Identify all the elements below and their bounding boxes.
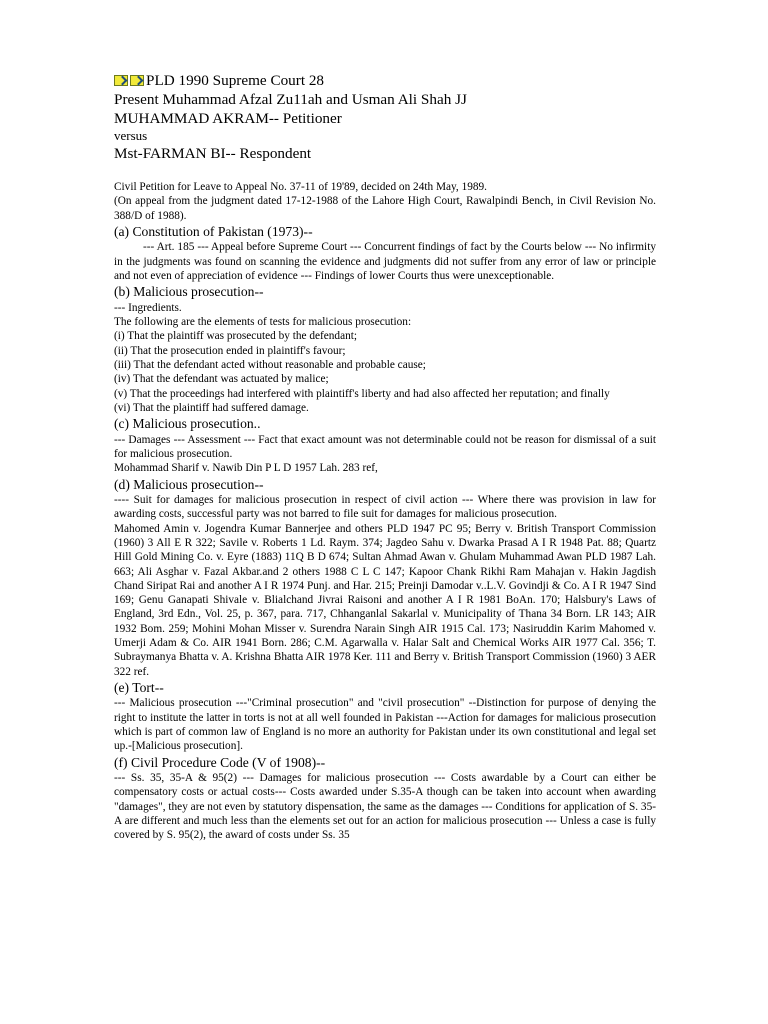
forward-arrow-icon[interactable] [130,75,144,86]
section-b [114,283,656,415]
back-arrow-icon[interactable] [114,75,128,86]
section-b-line: (vi) That the plaintiff had suffered damage. [114,401,309,414]
petition-details: Civil Petition for Leave to Appeal No. 37-11 of 19'89, decided on 24th May, 1989. [114,181,487,193]
citation: PLD 1990 Supreme Court 28 [146,72,325,89]
section-b-line: The following are the elements of tests for malicious prosecution: [114,316,412,329]
section-f [114,754,656,843]
section-d-text: ---- Suit for damages for malicious prosecution in respect of civil action --- Where there was provision in law for awarding costs, successful party was not barred to file suit for damages for malicious prosecution. [114,494,656,521]
section-a [114,223,656,283]
section-f-text: --- Ss. 35, 35-A & 95(2) --- Damages for malicious prosecution --- Costs awardable by a Court can either be compensatory costs or actual costs--- Costs awarded under S.35-A though can be taken into account when awarding "damages", they are not even by statutory dispensation, the same as the damages --- Conditions for application of S. 35-A are different and much less than the elements set out for an action for malicious prosecution --- Unless a case is fully covered by S. 95(2), the award of costs under Ss. 35 [114,772,656,842]
section-e [114,679,656,754]
bench: Present Muhammad Afzal Zu11ah and Usman Ali Shah JJ [114,91,467,108]
section-d-references: Mahomed Amin v. Jogendra Kumar Bannerjee and others PLD 1947 PC 95; Berry v. British Transport Commission (1960) 3 All E R 322; Savile v. Roberts 1 Ld. Raym. 374; Jagdeo Sahu v. Dwarka Prasad A I R 1948 Pat. 88; Quartz Hill Gold Mining Co. v. Eyre (1883) 11Q B D 674; Sultan Ahmad Awan v. Ghulam Muhammad Awan PLD 1987 Lah. 663; Ali Asghar v. Fazal Akbar.and 2 others 1988 C L C 147; Kapoor Chank Rikhi Ram Mahajan v. Hakin Jagdish Chand Siripat Rai and another A I R 1974 Punj. and Har. 215; Preinji Damodar v..L.V. Govindji & Co. A I R 1947 Sind 169; Genu Ganapati Shivale v. Blialchand Jivrai Raisoni and another A I R 1981 BoAn. 170; Halsbury's Laws of England, 3rd Edn., Vol. 25, p. 367, para. 717, Chhanganlal Sakarlal v. Municipality of Thana 34 Born. LR 143; AIR 1932 Bom. 259; Mohini Mohan Misser v. Surendra Narain Singh AIR 1915 Cal. 173; Nasiruddin Karim Mahomed v. Umerji Adam & Co. AIR 1941 Born. 286; C.M. Agarwalla v. Halar Salt and Chemical Works AIR 1977 Cal. 356; T. Subraymanya Bhatta v. A. Krishna Bhatta AIR 1978 Ker. 111 and Berry v. British Transport Commission (1960) 3 AER 322 ref. [114,522,656,678]
section-b-line: (ii) That the prosecution ended in plaintiff's favour; [114,344,346,357]
petitioner: MUHAMMAD AKRAM-- Petitioner [114,110,342,127]
section-c-heading: (c) Malicious prosecution.. [114,416,261,432]
section-d-heading: (d) Malicious prosecution-- [114,476,264,492]
section-d [114,476,656,679]
appeal-details: (On appeal from the judgment dated 17-12-1988 of the Lahore High Court, Rawalpindi Bench, in Civil Revision No. 388/D of 1988). [114,195,656,222]
section-c-text: --- Damages --- Assessment --- Fact that exact amount was not determinable could not be reason for dismissal of a suit for malicious prosecution. [114,433,656,460]
versus-label: versus [114,128,148,143]
section-e-heading: (e) Tort-- [114,679,164,695]
section-b-heading: (b) Malicious prosecution-- [114,284,264,300]
nav-icons [114,75,144,86]
section-b-line: (iii) That the defendant acted without reasonable and probable cause; [114,358,426,371]
section-f-heading: (f) Civil Procedure Code (V of 1908)-- [114,754,326,770]
section-c-reference: Mohammad Sharif v. Nawib Din P L D 1957 Lah. 283 ref, [114,462,378,475]
section-b-line: (v) That the proceedings had interfered with plaintiff's liberty and had also affected her reputation; and finally [114,387,610,400]
section-a-text: --- Art. 185 --- Appeal before Supreme Court --- Concurrent findings of fact by the Courts below --- No infirmity in the judgments was found on scanning the evidence and judgments did not suffer from any error of law or principle and not even of appreciation of evidence --- Findings of lower Courts thus were unexceptionable. [114,241,656,282]
section-b-line: --- Ingredients. [114,301,182,314]
document-page [114,71,656,843]
section-a-heading: (a) Constitution of Pakistan (1973)-- [114,223,313,239]
section-e-text: --- Malicious prosecution ---"Criminal prosecution" and "civil prosecution" --Distinction for purpose of denying the right to institute the latter in torts is not at all well founded in Pakistan ---Action for damages for malicious prosecution which is part of common law of England is no more an authority for Pakistan under its own constitutional and legal set up.-[Malicious prosecution]. [114,697,656,753]
section-b-line: (i) That the plaintiff was prosecuted by the defendant; [114,330,358,343]
section-b-line: (iv) That the defendant was actuated by malice; [114,373,329,386]
citation-row [114,71,656,90]
respondent: Mst-FARMAN BI-- Respondent [114,145,312,162]
section-c [114,415,656,475]
case-meta [114,180,656,223]
section-b-list [114,301,656,415]
